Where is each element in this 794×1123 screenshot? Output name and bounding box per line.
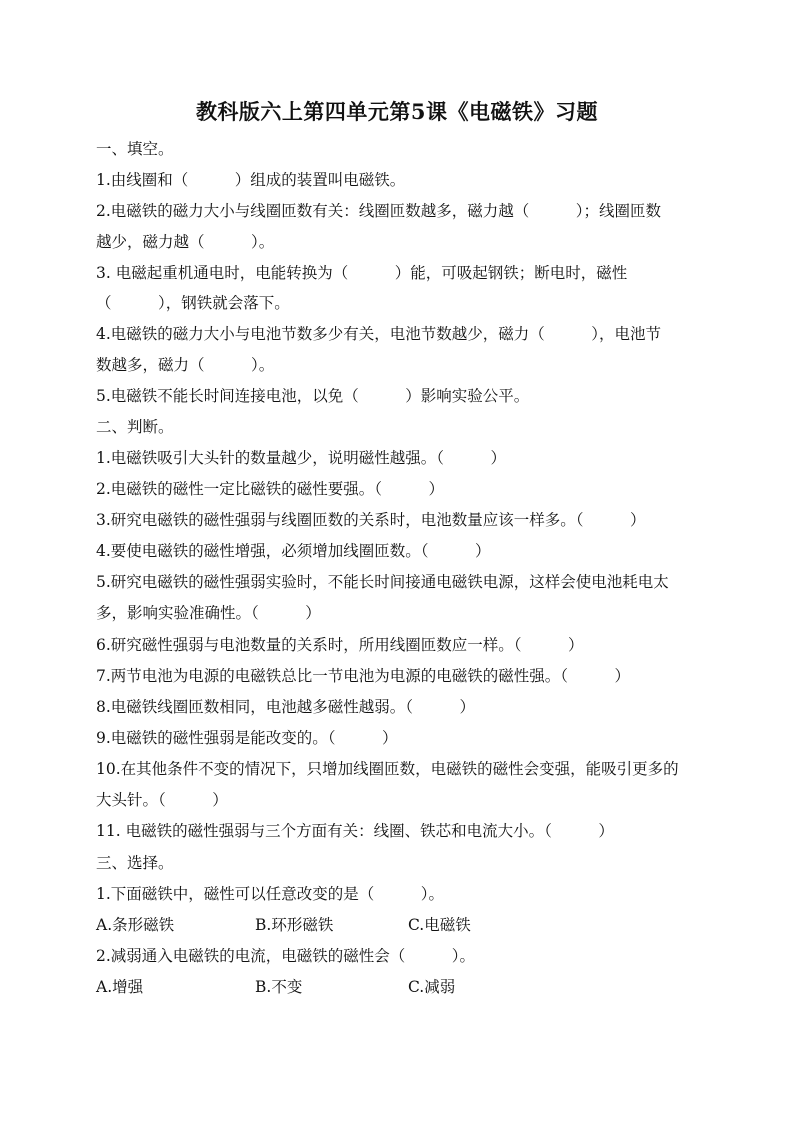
judge-question-7: 7.两节电池为电源的电磁铁总比一节电池为电源的电磁铁的磁性强。（ ） [96, 667, 631, 685]
judge-question-5: 5.研究电磁铁的磁性强弱实验时，不能长时间接通电磁铁电源，这样会使电池耗电太 [96, 573, 669, 591]
fill-question-2-cont: 越少，磁力越（ ）。 [96, 233, 275, 251]
section-heading-choice: 三、选择。 [96, 854, 174, 872]
choice-option-a: A.条形磁铁 [96, 916, 175, 934]
judge-question-10-cont: 大头针。（ ） [96, 791, 228, 809]
choice-option-c: C.减弱 [408, 978, 456, 996]
fill-question-1: 1.由线圈和（ ）组成的装置叫电磁铁。 [96, 171, 406, 189]
judge-question-8: 8.电磁铁线圈匝数相同，电池越多磁性越弱。（ ） [96, 698, 476, 716]
judge-question-10: 10.在其他条件不变的情况下，只增加线圈匝数，电磁铁的磁性会变强，能吸引更多的 [96, 760, 679, 778]
choice-option-a: A.增强 [96, 978, 144, 996]
judge-question-5-cont: 多，影响实验准确性。（ ） [96, 604, 321, 622]
fill-question-2: 2.电磁铁的磁力大小与线圈匝数有关：线圈匝数越多，磁力越（ ）；线圈匝数 [96, 202, 662, 220]
section-heading-fill: 一、填空。 [96, 140, 174, 158]
section-heading-judge: 二、判断。 [96, 418, 174, 436]
judge-question-1: 1.电磁铁吸引大头针的数量越少，说明磁性越强。（ ） [96, 449, 507, 467]
fill-question-3: 3. 电磁起重机通电时，电能转换为（ ）能，可吸起钢铁；断电时，磁性 [96, 264, 628, 282]
choice-option-b: B.不变 [255, 978, 303, 996]
judge-question-9: 9.电磁铁的磁性强弱是能改变的。（ ） [96, 729, 398, 747]
page-title: 教科版六上第四单元第5课《电磁铁》习题 [195, 99, 599, 124]
judge-question-3: 3.研究电磁铁的磁性强弱与线圈匝数的关系时，电池数量应该一样多。（ ） [96, 511, 646, 529]
choice-question-1: 1.下面磁铁中，磁性可以任意改变的是（ ）。 [96, 885, 445, 903]
choice-question-2: 2.减弱通入电磁铁的电流，电磁铁的磁性会（ ）。 [96, 947, 476, 965]
judge-question-4: 4.要使电磁铁的磁性增强，必须增加线圈匝数。（ ） [96, 542, 491, 560]
fill-question-3-cont: （ ），钢铁就会落下。 [96, 294, 290, 312]
choice-option-c: C.电磁铁 [408, 916, 471, 934]
judge-question-6: 6.研究磁性强弱与电池数量的关系时，所用线圈匝数应一样。（ ） [96, 636, 584, 654]
choice-option-b: B.环形磁铁 [255, 916, 334, 934]
fill-question-4-cont: 数越多，磁力（ ）。 [96, 356, 275, 374]
judge-question-2: 2.电磁铁的磁性一定比磁铁的磁性要强。（ ） [96, 480, 445, 498]
judge-question-11: 11. 电磁铁的磁性强弱与三个方面有关：线圈、铁芯和电流大小。（ ） [96, 822, 614, 840]
fill-question-5: 5.电磁铁不能长时间连接电池，以免（ ）影响实验公平。 [96, 387, 530, 405]
fill-question-4: 4.电磁铁的磁力大小与电池节数多少有关，电池节数越少，磁力（ ），电池节 [96, 325, 662, 343]
